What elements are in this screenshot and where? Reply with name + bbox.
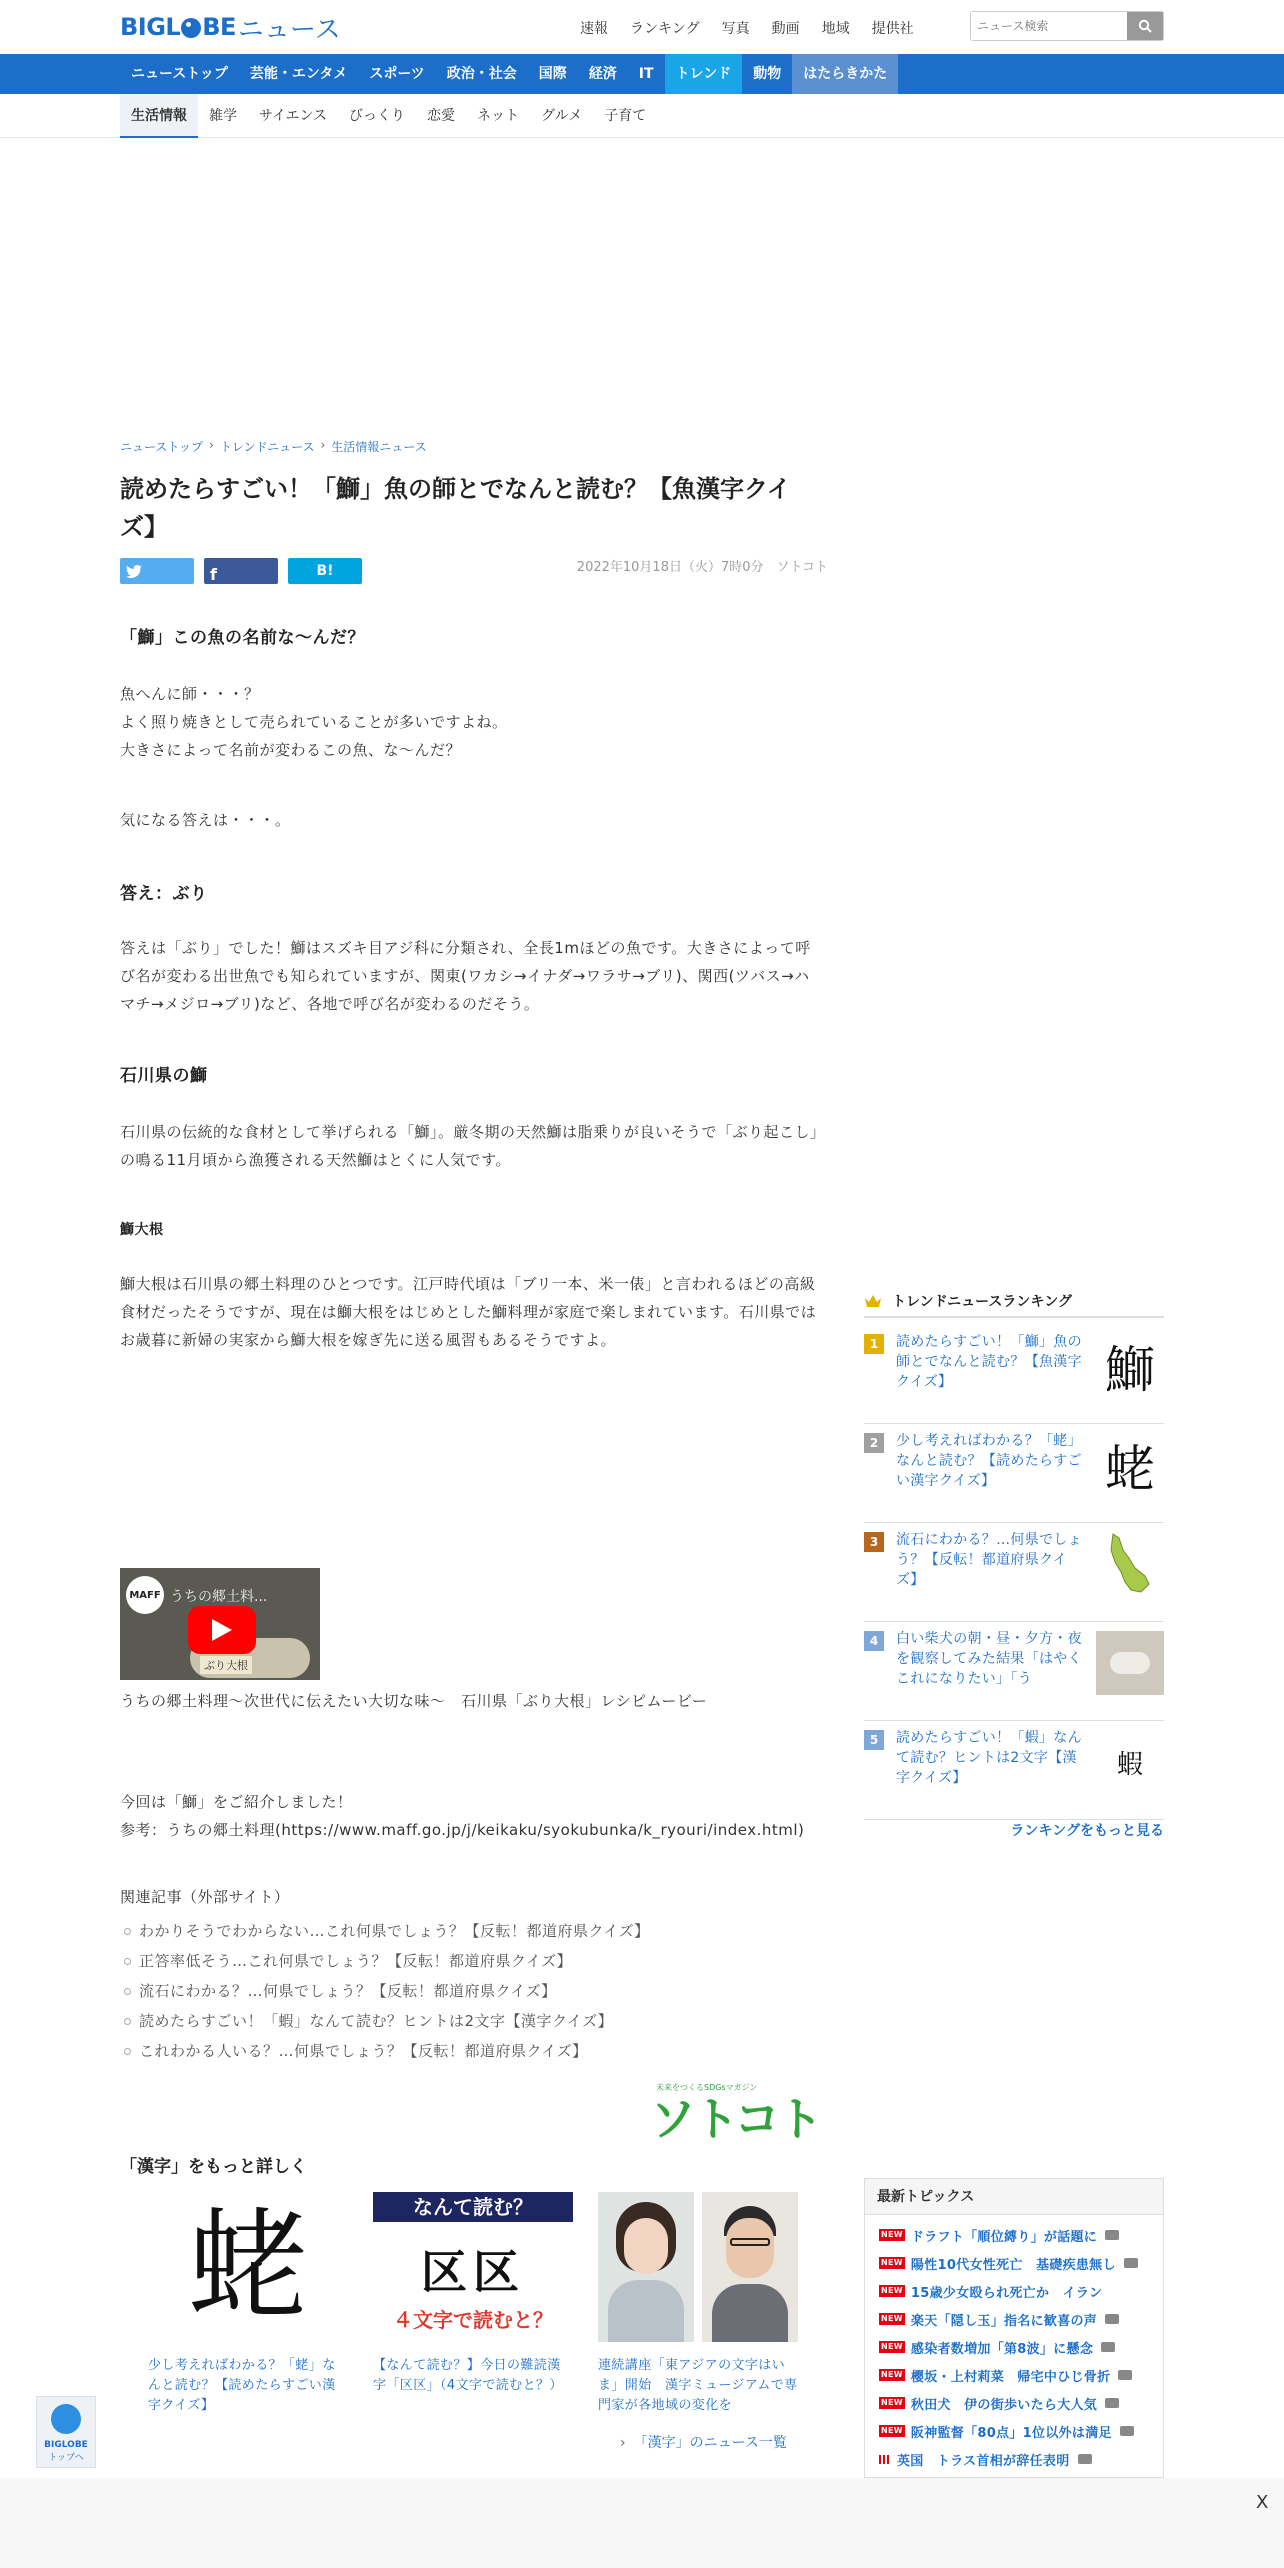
new-badge: NEW — [881, 2426, 903, 2435]
top-link-ranking[interactable]: ランキング — [630, 21, 700, 37]
biglobe-logo[interactable] — [120, 12, 341, 45]
kanji-banner: なんて読む？ — [373, 2192, 573, 2222]
nav-it[interactable]: IT — [638, 66, 654, 82]
daikon-body: 鰤大根は石川県の郷土料理のひとつです。江戸時代頃は「ブリ一本、米一俵」と言われるほどの高級食材だったそうですが、現在は鰤大根をはじめとした鰤料理が家庭で楽しまれています。石川県ではお歳暮に新婦の実家から鰤大根を嫁ぎ先に送る風習もあるそうですよ。 — [120, 1275, 817, 1349]
bullet-icon — [124, 2018, 131, 2025]
share-buttons — [120, 558, 362, 584]
related-item-label: わかりそうでわからない…これ何県でしょう？【反転！都道府県クイズ】 — [139, 1922, 650, 1940]
kanji-card-caption: 少し考えればわかる？「蛯」なんと読む？【読めたらすごい漢字クイズ】 — [148, 2358, 336, 2413]
kanji-glyph: 区区 — [421, 2245, 525, 2299]
bullet-icon — [124, 1928, 131, 1935]
question-line-1: 魚へんに師・・・？ — [120, 685, 260, 703]
ranking-item-1[interactable] — [864, 1326, 1164, 1424]
related-item-label: 流石にわかる？…何県でしょう？【反転！都道府県クイズ】 — [139, 1982, 557, 2000]
camera-icon — [1105, 2230, 1119, 2240]
chevron-right-icon: › — [320, 438, 326, 452]
rank-thumbnail-map — [1096, 1532, 1164, 1596]
topic-item[interactable] — [865, 2361, 1163, 2389]
breadcrumb — [120, 438, 427, 455]
nav-sports[interactable]: スポーツ — [369, 66, 425, 82]
gotop-label-2: トップへ — [48, 2453, 84, 2463]
related-item[interactable] — [120, 1916, 824, 1946]
main-nav — [0, 54, 1284, 94]
breadcrumb-trend[interactable]: トレンドニュース — [219, 440, 315, 454]
kanji-card-2[interactable] — [373, 2192, 573, 2396]
kanji-glyph: 蛯 — [188, 2197, 308, 2336]
latest-topics — [864, 2178, 1164, 2478]
nav-entertainment[interactable]: 芸能・エンタメ — [249, 66, 348, 82]
kanji-section-heading: 「漢字」をもっと詳しく — [120, 2157, 307, 2177]
subnav-gourmet[interactable]: グルメ — [541, 108, 583, 124]
rank-thumbnail: 鰤 — [1105, 1341, 1155, 1399]
rank-title: 読めたらすごい！「蝦」なんて読む？ヒントは2文字【漢字クイズ】 — [896, 1730, 1082, 1786]
subnav-science[interactable]: サイエンス — [259, 108, 328, 124]
gotop-label-1: BIGLOBE — [44, 2440, 88, 2450]
prefecture-map-icon — [1105, 1532, 1155, 1596]
ranking-item-5[interactable] — [864, 1722, 1164, 1820]
topic-label: 感染者数増加「第8波」に懸念 — [910, 2341, 1094, 2357]
related-item-label: 正答率低そう…これ何県でしょう？【反転！都道府県クイズ】 — [139, 1952, 573, 1970]
related-list — [120, 1916, 824, 2066]
rank-number: 1 — [864, 1334, 884, 1354]
related-heading: 関連記事（外部サイト） — [120, 1888, 290, 1906]
topic-label: 15歳少女殴られ死亡か イラン — [910, 2285, 1103, 2301]
video-caption: うちの郷土料理〜次世代に伝えたい大切な味〜 石川県「ぶり大根」レシピムービー — [120, 1692, 708, 1710]
outro-reference: 参考：うちの郷土料理(https://www.maff.go.jp/j/keikaku/syokubunka/k_ryouri/index.html) — [120, 1821, 805, 1839]
camera-icon — [1101, 2342, 1115, 2352]
new-badge: NEW — [881, 2314, 903, 2323]
article-meta: 2022年10月18日（火）7時0分 ソトコト — [576, 560, 828, 575]
new-badge: NEW — [881, 2398, 903, 2407]
topic-item[interactable] — [865, 2221, 1163, 2249]
search-box — [970, 11, 1164, 41]
camera-icon — [1105, 2398, 1119, 2408]
answer-heading: 答え：ぶり — [120, 884, 208, 904]
tease-text: 気になる答えは・・・。 — [120, 811, 291, 829]
sotokoto-brand: ソトコト — [650, 2092, 821, 2146]
related-item-label: 読めたらすごい！「蝦」なんて読む？ヒントは2文字【漢字クイズ】 — [139, 2012, 614, 2030]
nav-politics[interactable]: 政治・社会 — [446, 66, 517, 82]
subnav-parenting[interactable]: 子育て — [604, 108, 647, 124]
ranking-heading-label: トレンドニュースランキング — [892, 1294, 1072, 1310]
rank-thumbnail: 蛯 — [1105, 1440, 1155, 1498]
outro-line-1: 今回は「鰤」をご紹介しました！ — [120, 1793, 353, 1811]
camera-icon — [1105, 2314, 1119, 2324]
chevron-right-icon: › — [209, 438, 214, 452]
top-link-provider[interactable]: 提供社 — [871, 21, 914, 37]
topic-label: 櫻坂・上村莉菜 帰宅中ひじ骨折 — [910, 2369, 1111, 2385]
play-button[interactable] — [188, 1606, 256, 1654]
kanji-card-image — [148, 2192, 348, 2342]
bar-chart-icon — [879, 2455, 889, 2464]
top-links — [580, 18, 936, 38]
topic-item[interactable] — [865, 2389, 1163, 2417]
breadcrumb-news-top[interactable]: ニューストップ — [120, 440, 204, 454]
back-to-top-button[interactable] — [36, 2396, 96, 2468]
ishikawa-body: 石川県の伝統的な食材として挙げられる「鰤」。厳冬期の天然鰤は脂乗りが良いそうで「ぶり起こし」の鳴る11月頃から漁獲される天然鰤はとくに人気です。 — [120, 1123, 819, 1169]
nav-work[interactable]: はたらきかた — [792, 54, 898, 94]
search-button[interactable] — [1127, 12, 1163, 40]
question-line-3: 大きさによって名前が変わるこの魚、な〜んだ？ — [120, 741, 462, 759]
top-link-photo[interactable]: 写真 — [721, 21, 750, 37]
hatena-bookmark-button[interactable] — [288, 558, 362, 584]
subnav-net[interactable]: ネット — [477, 108, 520, 124]
topic-item[interactable] — [865, 2305, 1163, 2333]
sub-nav — [0, 94, 1284, 138]
rank-number: 2 — [864, 1433, 884, 1453]
logo-text-2: BE — [202, 13, 236, 41]
bullet-icon — [124, 1988, 131, 1995]
logo-news: ニュース — [237, 14, 341, 45]
nav-trend[interactable]: トレンド — [665, 54, 743, 94]
subnav-trivia[interactable]: 雑学 — [209, 108, 237, 124]
kanji-card-3[interactable] — [598, 2192, 798, 2416]
topic-item[interactable] — [865, 2333, 1163, 2361]
sotokoto-logo[interactable] — [650, 2082, 822, 2148]
subnav-love[interactable]: 恋愛 — [427, 108, 456, 124]
facebook-icon: f — [210, 564, 217, 584]
related-item[interactable] — [120, 2006, 824, 2036]
twitter-icon — [126, 565, 142, 578]
facebook-share-button[interactable] — [204, 558, 278, 584]
topic-label: 秋田犬 伊の街歩いたら大人気 — [910, 2397, 1098, 2413]
topic-item[interactable] — [865, 2277, 1163, 2305]
video-label: ぶり大根 — [200, 1656, 252, 1674]
question-line-2: よく照り焼きとして売られていることが多いですよね。 — [120, 713, 508, 731]
related-item[interactable] — [120, 1976, 824, 2006]
hatena-label: B! — [316, 563, 334, 579]
site-header — [0, 0, 1284, 54]
nav-animals[interactable]: 動物 — [753, 66, 782, 82]
play-icon — [212, 1619, 232, 1641]
nav-economy[interactable]: 経済 — [588, 66, 617, 82]
kanji-card-caption: 連続講座「東アジアの文字はいま」開始 漢字ミュージアムで専門家が各地域の変化を — [598, 2358, 798, 2413]
rank-number: 5 — [864, 1730, 884, 1750]
kanji-sub: ４文字で読むと？ — [393, 2308, 553, 2332]
bottom-ad-bar — [0, 2478, 1284, 2568]
topics-heading: 最新トピックス — [865, 2179, 1163, 2215]
topic-label: 楽天「隠し玉」指名に歓喜の声 — [910, 2313, 1098, 2329]
topic-label: 英国 トラス首相が辞任表明 — [897, 2453, 1070, 2469]
rank-number: 3 — [864, 1532, 884, 1552]
crown-icon — [864, 1294, 882, 1308]
channel-avatar: MAFF — [126, 1576, 164, 1614]
twitter-share-button[interactable] — [120, 558, 194, 584]
new-badge: NEW — [881, 2370, 903, 2379]
close-ad-button[interactable]: X — [1256, 2492, 1269, 2513]
bullet-icon — [124, 1958, 131, 1965]
topic-item[interactable] — [865, 2445, 1163, 2473]
new-badge: NEW — [881, 2258, 903, 2267]
bullet-icon — [124, 2048, 131, 2055]
rank-thumbnail-photo — [1096, 1631, 1164, 1695]
logo-text: BIGL — [120, 13, 181, 41]
topic-label: ドラフト「順位縛り」が話題に — [910, 2229, 1098, 2245]
related-item-label: これわかる人いる？…何県でしょう？【反転！都道府県クイズ】 — [139, 2042, 588, 2060]
question-heading: 「鰤」この魚の名前な〜んだ？ — [120, 628, 365, 648]
top-link-region[interactable]: 地域 — [821, 21, 850, 37]
kanji-news-list-label: 「漢字」のニュース一覧 — [633, 2435, 787, 2451]
topic-label: 陽性10代女性死亡 基礎疾患無し — [910, 2257, 1116, 2273]
kanji-card-image — [373, 2192, 573, 2342]
article-title: 読めたらすごい！「鰤」魚の師とでなんと読む？【魚漢字クイズ】 — [120, 475, 791, 541]
rank-title: 読めたらすごい！「鰤」魚の師とでなんと読む？【魚漢字クイズ】 — [896, 1334, 1082, 1390]
related-item[interactable] — [120, 2036, 824, 2066]
subnav-surprise[interactable]: びっくり — [349, 108, 406, 124]
new-badge: NEW — [881, 2286, 903, 2295]
camera-icon — [1118, 2370, 1132, 2380]
search-input[interactable] — [971, 12, 1127, 40]
camera-icon — [1124, 2258, 1138, 2268]
rank-number: 4 — [864, 1631, 884, 1651]
kanji-news-list-link[interactable] — [620, 2432, 787, 2452]
camera-icon — [1078, 2454, 1092, 2464]
rank-thumbnail: 蝦 — [1116, 1749, 1143, 1780]
new-badge: NEW — [881, 2342, 903, 2351]
nav-international[interactable]: 国際 — [538, 66, 567, 82]
ishikawa-heading: 石川県の鰤 — [120, 1066, 208, 1086]
rank-title: 流石にわかる？…何県でしょう？【反転！都道府県クイズ】 — [896, 1532, 1082, 1588]
portrait-man — [702, 2192, 798, 2342]
subnav-lifestyle[interactable]: 生活情報 — [120, 94, 198, 138]
globe-icon — [181, 18, 201, 38]
topic-item[interactable] — [865, 2417, 1163, 2445]
sotokoto-tagline: 未来をつくるSDGsマガジン — [656, 2083, 758, 2092]
daikon-heading: 鰤大根 — [120, 1222, 164, 1238]
ranking-item-3[interactable] — [864, 1524, 1164, 1622]
top-link-sokuho[interactable]: 速報 — [580, 21, 608, 37]
portrait-woman — [598, 2192, 694, 2342]
topic-item[interactable] — [865, 2249, 1163, 2277]
youtube-video-embed[interactable] — [120, 1568, 320, 1680]
ranking-heading — [864, 1286, 1164, 1318]
nav-news-top[interactable]: ニューストップ — [131, 66, 228, 82]
video-title: うちの郷土料... — [170, 1589, 268, 1605]
kanji-card-caption: 【なんて読む？】今日の難読漢字「区区」（4文字で読むと？） — [373, 2358, 563, 2393]
breadcrumb-lifestyle[interactable]: 生活情報ニュース — [331, 440, 427, 454]
answer-body: 答えは「ぶり」でした！鰤はスズキ目アジ科に分類され、全長1mほどの魚です。大きさによって呼び名が変わる出世魚でも知られていますが、関東(ワカシ→イナダ→ワラサ→ブリ)、関西(ツバス→ハマチ→メジロ→ブリ)など、各地で呼び名が変わるのだそう。 — [120, 939, 811, 1013]
kanji-card-1[interactable] — [148, 2192, 348, 2416]
ranking-item-2[interactable] — [864, 1425, 1164, 1523]
ranking-more-link[interactable]: ランキングをもっと見る — [1010, 1823, 1164, 1839]
camera-icon — [1120, 2426, 1134, 2436]
new-badge: NEW — [881, 2230, 903, 2239]
search-icon — [1138, 19, 1152, 33]
rank-title: 少し考えればわかる？「蛯」なんと読む？【読めたらすごい漢字クイズ】 — [896, 1433, 1082, 1489]
related-item[interactable] — [120, 1946, 824, 1976]
biglobe-mascot-icon — [51, 2404, 81, 2434]
top-link-video[interactable]: 動画 — [771, 21, 800, 37]
topic-label: 阪神監督「80点」1位以外は満足 — [910, 2425, 1112, 2441]
rank-title: 白い柴犬の朝・昼・夕方・夜を観察してみた結果「はやくこれになりたい」「う — [896, 1631, 1082, 1687]
ranking-item-4[interactable] — [864, 1623, 1164, 1721]
chevron-right-icon: › — [620, 2435, 626, 2451]
kanji-card-image — [598, 2192, 798, 2342]
